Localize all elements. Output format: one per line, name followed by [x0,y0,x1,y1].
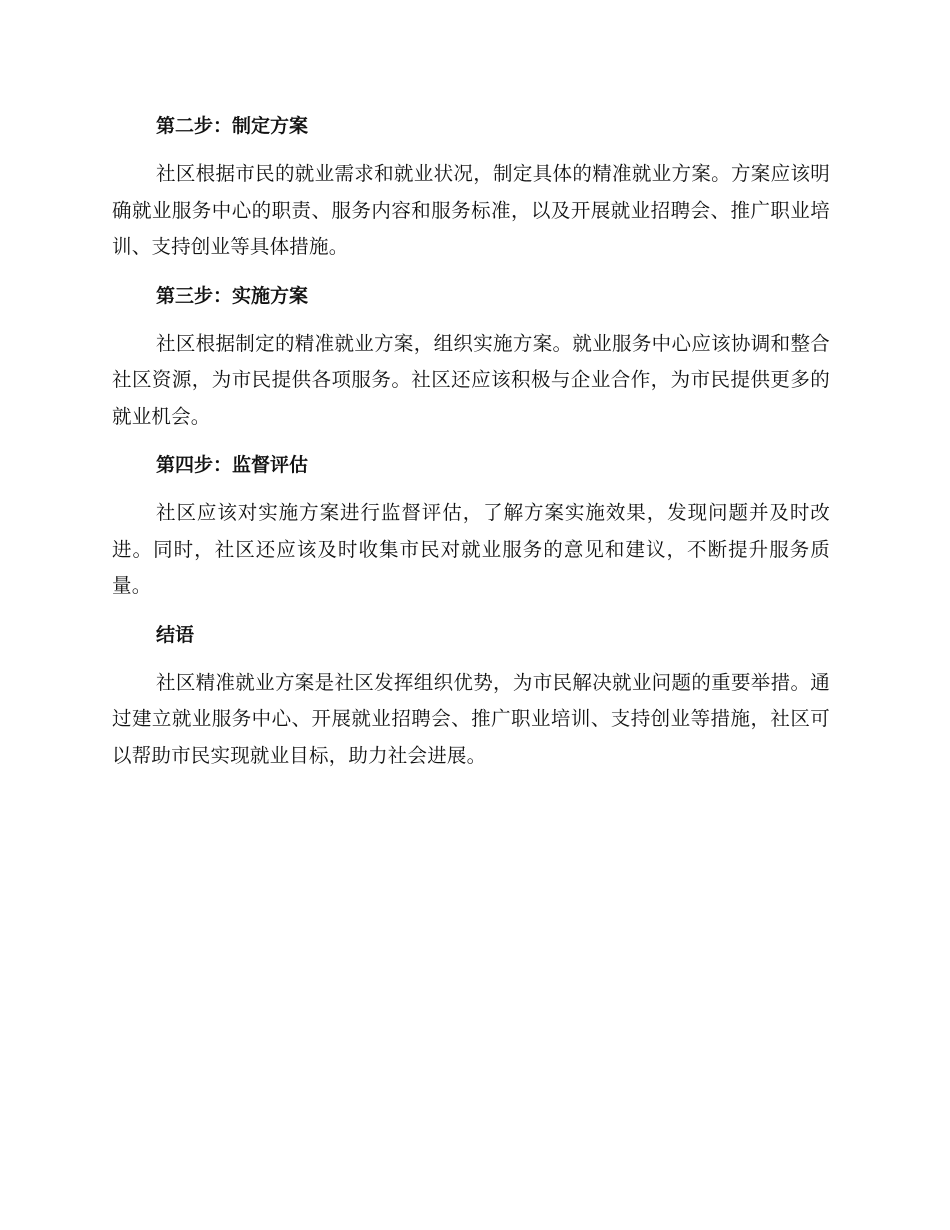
document-page [112,110,830,788]
section-paragraph: 社区应该对实施方案进行监督评估，了解方案实施效果，发现问题并及时改进。同时，社区还应该及时收集市民对就业服务的意见和建议，不断提升服务质量。 [112,501,830,597]
section-heading: 结语 [156,623,195,646]
section-heading: 第二步：制定方案 [156,115,309,137]
section-paragraph: 社区精准就业方案是社区发挥组织优势，为市民解决就业问题的重要举措。通过建立就业服务中心、开展就业招聘会、推广职业培训、支持创业等措施，社区可以帮助市民实现就业目标，助力社会进展。 [112,670,830,767]
section-paragraph: 社区根据市民的就业需求和就业状况，制定具体的精准就业方案。方案应该明确就业服务中心的职责、服务内容和服务标准，以及开展就业招聘会、推广职业培训、支持创业等具体措施。 [112,162,830,258]
section-step-two [112,110,830,266]
section-heading: 第四步：监督评估 [156,454,309,476]
section-conclusion [112,619,830,775]
section-paragraph: 社区根据制定的精准就业方案，组织实施方案。就业服务中心应该协调和整合社区资源，为市民提供各项服务。社区还应该积极与企业合作，为市民提供更多的就业机会。 [112,331,830,428]
section-step-four [112,449,830,605]
section-heading: 第三步：实施方案 [156,284,309,307]
section-step-three [112,280,830,436]
